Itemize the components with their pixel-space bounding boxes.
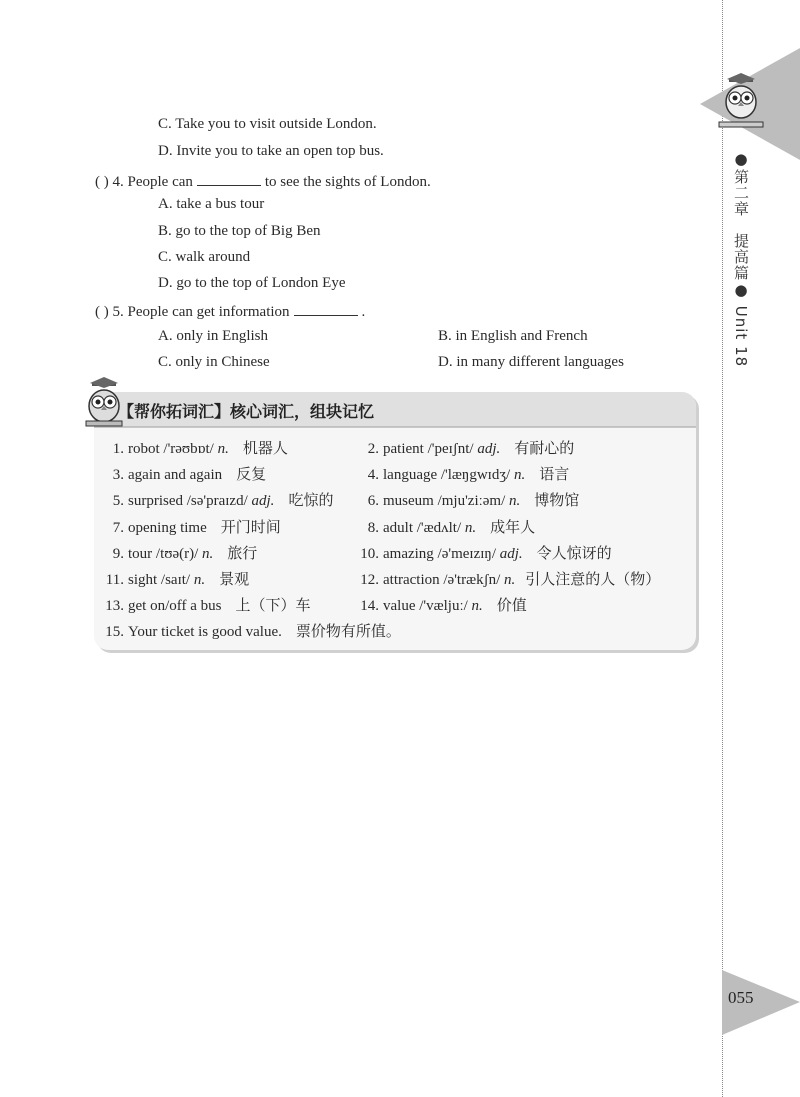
q5-stem-before: 5. People can get information xyxy=(112,304,290,320)
vocab-divider xyxy=(94,426,696,427)
vocab-item: 10. amazing /ə'meɪzɪŋ/ adj. 令人惊讶的 xyxy=(360,544,612,562)
answer-parentheses[interactable]: ( ) xyxy=(95,304,109,320)
vocab-item: 3. again and again 反复 xyxy=(112,465,267,483)
q4-option-a: A. take a bus tour xyxy=(158,196,265,212)
q5-option-c: C. only in Chinese xyxy=(158,354,270,370)
q4-stem xyxy=(95,171,431,191)
q4-option-c: C. walk around xyxy=(158,249,251,265)
q5-stem xyxy=(95,301,365,321)
vocab-item: 1. robot /'rəʊbɒt/ n. 机器人 xyxy=(112,439,288,457)
q3-option-c: C. Take you to visit outside London. xyxy=(158,116,377,132)
answer-blank[interactable] xyxy=(294,301,358,316)
q4-stem-after: to see the sights of London. xyxy=(264,174,431,190)
vocab-item: 5. surprised /sə'praɪzd/ adj. 吃惊的 xyxy=(112,491,334,509)
q4-stem-before: 4. People can xyxy=(112,174,193,190)
page-number: 055 xyxy=(728,988,754,1007)
q4-option-d: D. go to the top of London Eye xyxy=(158,275,346,291)
vocab-item: 9. tour /tʊə(r)/ n. 旅行 xyxy=(112,544,258,562)
vocab-item: 13. get on/off a bus 上（下）车 xyxy=(105,596,311,614)
vocab-item: 4. language /'læŋgwɪdʒ/ n. 语言 xyxy=(367,465,570,483)
owl-icon xyxy=(716,72,766,132)
q5-option-b: B. in English and French xyxy=(438,328,588,344)
vocab-item: 15. Your ticket is good value. 票价物有所值。 xyxy=(105,622,401,640)
vocab-title: 【帮你拓词汇】核心词汇，组块记忆 xyxy=(118,402,375,421)
vocab-item: 14. value /'væljuː/ n. 价值 xyxy=(360,596,527,614)
q5-stem-after: . xyxy=(361,304,366,320)
vocab-item: 11. sight /saɪt/ n. 景观 xyxy=(105,570,250,588)
vocab-item: 6. museum /mju'ziːəm/ n. 博物馆 xyxy=(367,491,580,509)
q5-option-d: D. in many different languages xyxy=(438,354,624,370)
q3-option-d: D. Invite you to take an open top bus. xyxy=(158,143,384,159)
vocab-item: 8. adult /'ædʌlt/ n. 成年人 xyxy=(367,518,536,536)
q5-option-a: A. only in English xyxy=(158,328,269,344)
answer-blank[interactable] xyxy=(197,171,261,186)
chapter-side-label: ●第二章 提高篇● Unit 18 xyxy=(732,150,750,368)
vocab-item: 12. attraction /ə'trækʃn/ n. 引人注意的人（物） xyxy=(360,570,661,588)
vocab-item: 2. patient /'peɪʃnt/ adj. 有耐心的 xyxy=(367,439,575,457)
q4-option-b: B. go to the top of Big Ben xyxy=(158,223,321,239)
answer-parentheses[interactable]: ( ) xyxy=(95,174,109,190)
vocab-item: 7. opening time 开门时间 xyxy=(112,518,281,536)
